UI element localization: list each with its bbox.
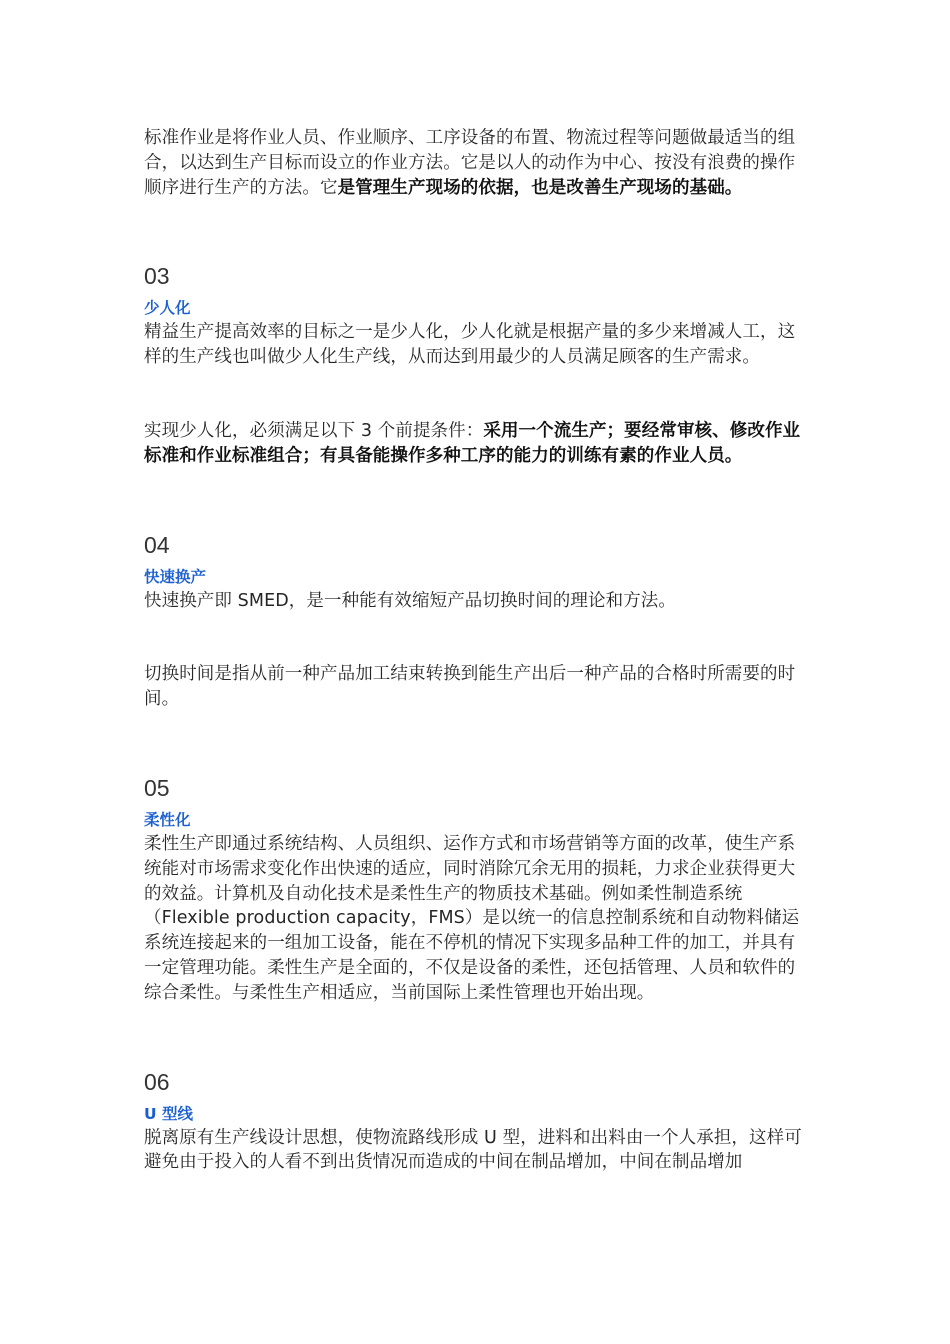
- section-04: [144, 531, 808, 712]
- section-number: 06: [144, 1068, 170, 1095]
- section-paragraph: [144, 419, 808, 469]
- section-06: [144, 1068, 808, 1176]
- intro-paragraph: [144, 126, 808, 200]
- section-paragraph: 脱离原有生产线设计思想，使物流路线形成 U 型，进料和出料由一个人承担，这样可避免由于投入的人看不到出货情况而造成的中间在制品增加，中间在制品增加: [144, 1127, 802, 1173]
- section-05: [144, 774, 808, 1006]
- section-title: 快速换产: [144, 567, 207, 586]
- section-title: U 型线: [144, 1104, 193, 1123]
- section-paragraph: 柔性生产即通过系统结构、人员组织、运作方式和市场营销等方面的改革，使生产系统能对市场需求变化作出快速的适应，同时消除冗余无用的损耗，力求企业获得更大的效益。计算机及自动化技术是柔性生产的物质技术基础。例如柔性制造系统（Flexible production capacity，FMS）是以统一的信息控制系统和自动物料储运系统连接起来的一组加工设备，能在不停机的情况下实现多品种工件的加工，并具有一定管理功能。柔性生产是全面的，不仅是设备的柔性，还包括管理、人员和软件的综合柔性。与柔性生产相适应，当前国际上柔性管理也开始出现。: [144, 833, 800, 1003]
- section-number: 05: [144, 774, 170, 801]
- section-title: 少人化: [144, 299, 191, 318]
- paragraph-text: 实现少人化，必须满足以下 3 个前提条件：: [144, 420, 484, 441]
- section-paragraph: 精益生产提高效率的目标之一是少人化，少人化就是根据产量的多少来增减人工，这样的生产线也叫做少人化生产线，从而达到用最少的人员满足顾客的生产需求。: [144, 322, 796, 368]
- intro-text: 标准作业是将作业人员、作业顺序、工序设备的布置、物流过程等问题做最适当的组合，以达到生产目标而设立的作业方法。它是以人的动作为中心、按没有浪费的操作顺序进行生产的方法。它: [144, 128, 796, 198]
- paragraph-bold-text: 采用一个流生产；要经常审核、修改作业标准和作业标准组合；有具备能操作多种工序的能力的训练有素的作业人员。: [144, 420, 801, 466]
- section-number: 04: [144, 531, 170, 558]
- document-page: [144, 126, 808, 1175]
- section-03: [144, 262, 808, 468]
- intro-bold-text: 是管理生产现场的依据，也是改善生产现场的基础。: [337, 177, 743, 198]
- section-paragraph: 快速换产即 SMED，是一种能有效缩短产品切换时间的理论和方法。: [144, 590, 677, 611]
- section-paragraph: 切换时间是指从前一种产品加工结束转换到能生产出后一种产品的合格时所需要的时间。: [144, 664, 796, 710]
- section-number: 03: [144, 263, 170, 290]
- section-title: 柔性化: [144, 810, 191, 829]
